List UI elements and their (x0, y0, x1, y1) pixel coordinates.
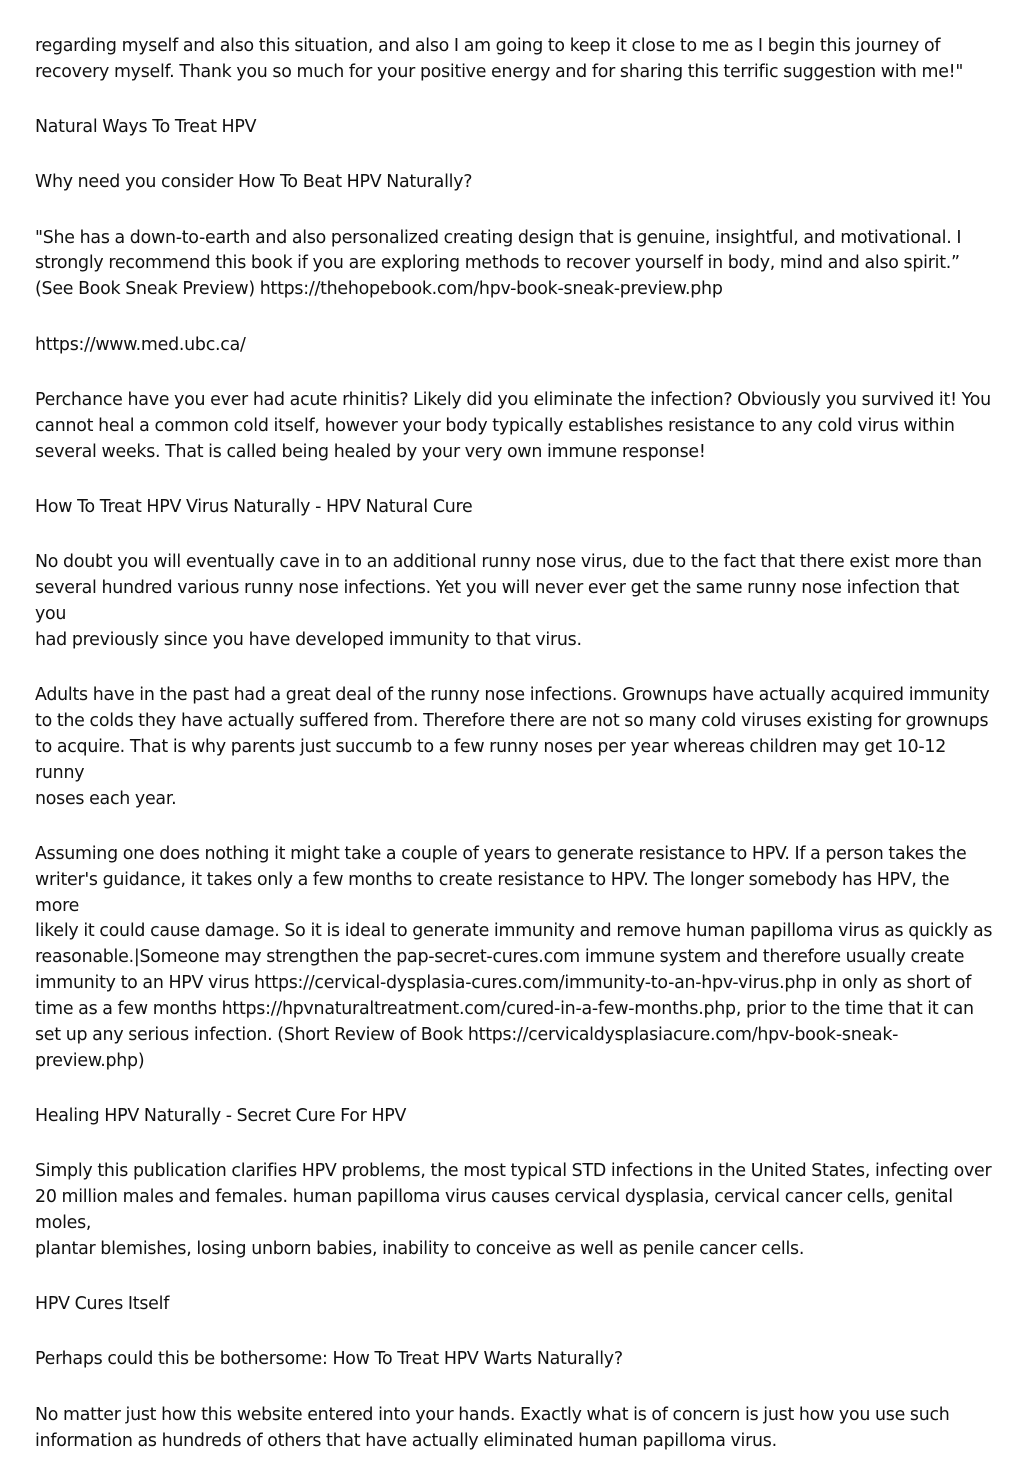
paragraph-no-matter: No matter just how this website entered into your hands. Exactly what is of concern is just how you use such information as hundreds of others that have actually eliminated human papilloma virus. (35, 1404, 950, 1451)
paragraph-resistance: Assuming one does nothing it might take a couple of years to generate resistance to HPV. If a person takes the writer's guidance, it takes only a few months to create resistance to HPV. The longer somebody has HPV, the more likely it could cause damage. So it is ideal to generate immunity and remove human papilloma virus as quickly as reasonable.|Someone may strengthen the pap-secret-cures.com immune system and therefore usually create immunity to an HPV virus https://cervical-dysplasia-cures.com/immunity-to-an-hpv-virus.php in only as short of time as a few months https://hpvnaturaltreatment.com/cured-in-a-few-months.php, prior to the time that it can set up any serious infection. (Short Review of Book https://cervicaldysplasiacure.com/hpv-book-sneak- preview.php) (35, 843, 993, 1071)
paragraph-testimonial: "She has a down-to-earth and also personalized creating design that is genuine, insightful, and motivational. I strongly recommend this book if you are exploring methods to recover yourself in body, mind and also spirit.” (See Book Sneak Preview) https://thehopebook.com/hpv-book-sneak-preview.php (35, 227, 962, 300)
paragraph-publication: Simply this publication clarifies HPV problems, the most typical STD infections in the United States, infecting over 20 million males and females. human papilloma virus causes cervical dysplasia, cervical cancer cells, genital moles, plantar blemishes, losing unborn babies, inability to conceive as well as penile cancer cells. (35, 1161, 992, 1260)
paragraph-closing-quote: regarding myself and also this situation, and also I am going to keep it close to me as I begin this journey of recovery myself. Thank you so much for your positive energy and for sharing this terrific suggestion with me!" (35, 36, 964, 82)
paragraph-runny-nose: No doubt you will eventually cave in to an additional runny nose virus, due to the fact that there exist more than several hundred various runny nose infections. Yet you will never ever get the same runny nose infection that you had previously since you have developed immunity to that virus. (35, 551, 982, 650)
heading-healing-hpv: Healing HPV Naturally - Secret Cure For HPV (35, 1106, 407, 1127)
heading-hpv-cures-itself: HPV Cures Itself (35, 1294, 170, 1315)
paragraph-adults: Adults have in the past had a great deal of the runny nose infections. Grownups have actually acquired immunity to the colds they have actually suffered from. Therefore there are not so many cold viruses existing for grownups to acquire. That is why parents just succumb to a few runny noses per year whereas children may get 10-12 runny noses each year. (35, 684, 990, 809)
heading-bothersome: Perhaps could this be bothersome: How To Treat HPV Warts Naturally? (35, 1349, 623, 1370)
heading-why-consider: Why need you consider How To Beat HPV Naturally? (35, 172, 473, 193)
heading-natural-ways: Natural Ways To Treat HPV (35, 117, 257, 138)
paragraph-acute-rhinitis: Perchance have you ever had acute rhinitis? Likely did you eliminate the infection? Obviously you survived it! You cannot heal a common cold itself, however your body typically establishes resistance to any cold virus within several weeks. That is called being healed by your very own immune response! (35, 389, 991, 462)
paragraph-url: https://www.med.ubc.ca/ (35, 334, 246, 355)
document-body (35, 34, 993, 1484)
heading-treat-hpv-virus: How To Treat HPV Virus Naturally - HPV Natural Cure (35, 496, 473, 517)
